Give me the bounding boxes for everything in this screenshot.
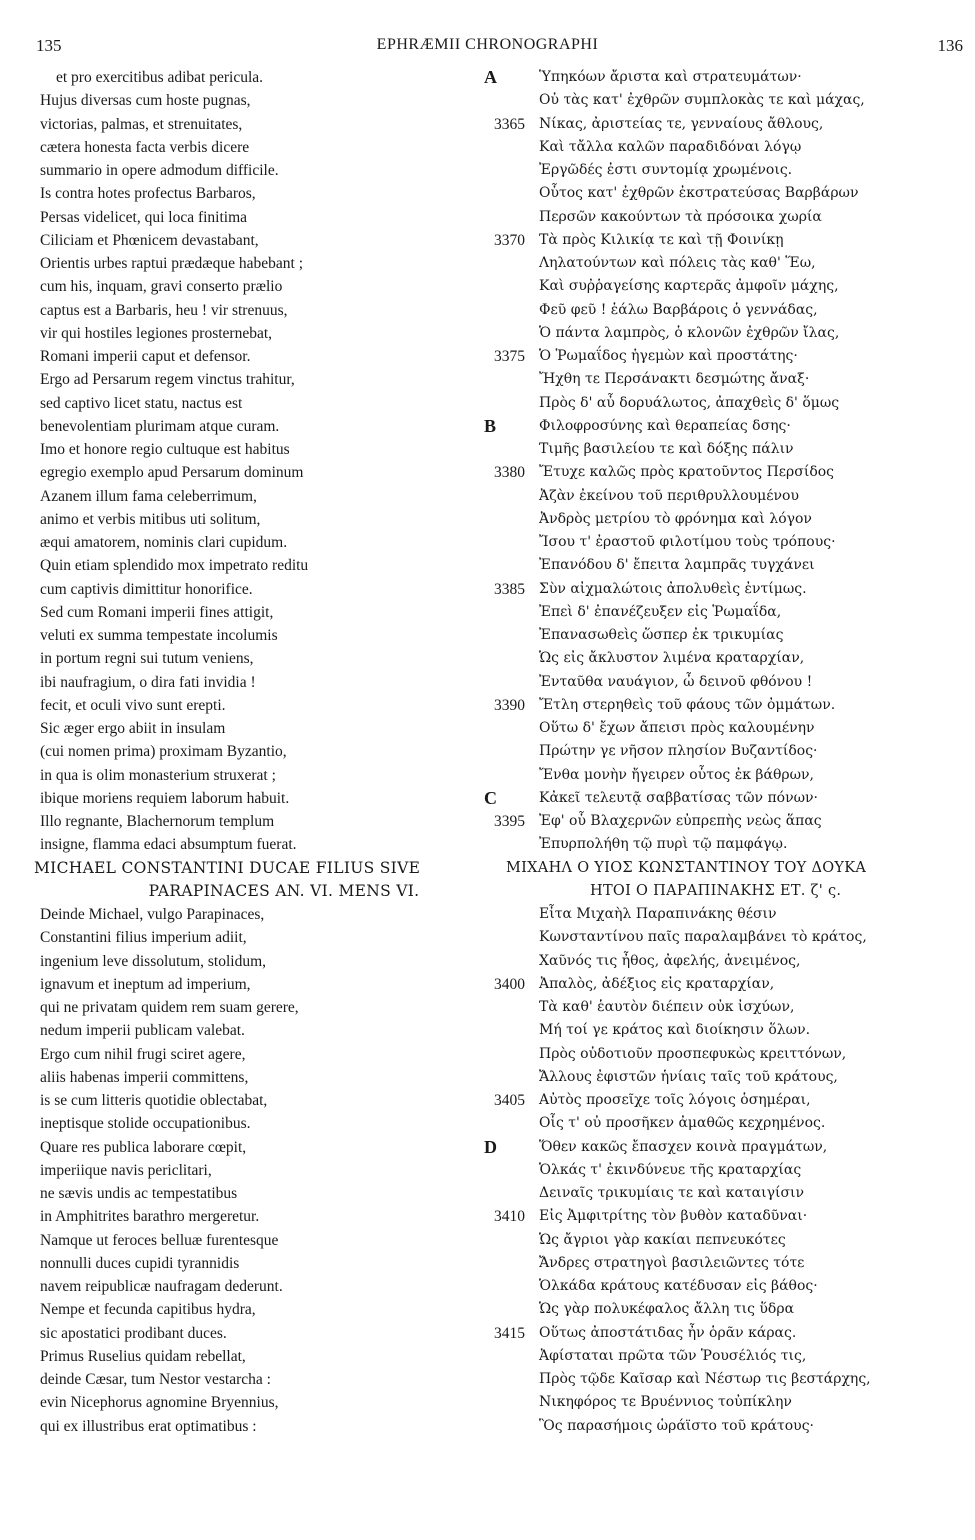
greek-line	[440, 415, 960, 438]
greek-line	[440, 182, 960, 205]
latin-line: ingenium leve dissolutum, stolidum,	[40, 952, 267, 970]
greek-line-text: Ἐπανόδου δ' ἔπειτα λαμπρᾶς τυγχάνει	[539, 557, 815, 574]
latin-line: Sic æger ergo abiit in insulam	[40, 720, 226, 737]
latin-heading-line-2: PARAPINACES AN. VI. MENS VI.	[148, 881, 420, 900]
greek-line	[440, 531, 960, 554]
latin-line: veluti ex summa tempestate incolumis	[40, 627, 278, 644]
latin-line: in qua is olim monasterium struxerat ;	[40, 766, 276, 784]
latin-line: sed captivo licet statu, nactus est	[40, 394, 243, 412]
greek-line-text: Μή τοί γε κράτος καὶ διοίκησιν ὅλων.	[539, 1022, 811, 1039]
greek-line	[440, 1391, 960, 1414]
verse-number: 3395	[494, 813, 525, 830]
latin-line: Is contra hotes profectus Barbaros,	[40, 185, 256, 203]
section-marker: B	[484, 415, 497, 436]
greek-line	[440, 1415, 960, 1438]
latin-line: is se cum litteris quotidie oblectabat,	[40, 1092, 268, 1109]
greek-line	[440, 1298, 960, 1321]
greek-line-text: Πρὸς τῷδε Καῖσαρ καὶ Νέστωρ τις βεστάρχης,	[539, 1371, 871, 1387]
greek-line-text: Ὅθεν κακῶς ἔπασχεν κοινὰ πραγμάτων,	[539, 1138, 828, 1155]
greek-line	[440, 368, 960, 391]
latin-line: fecit, et oculi vivo sunt erepti.	[40, 696, 226, 714]
latin-line: qui ex illustribus erat optimatibus :	[40, 1417, 257, 1435]
greek-line-text: Ἄνδρες στρατηγοὶ βασιλειῶντες τότε	[539, 1254, 805, 1271]
greek-line-text: Νίκας, ἀριστείας τε, γενναίους ἄθλους,	[539, 115, 824, 132]
greek-heading-line-1: ΜΙΧΑΗΛ Ο ΥΙΟΣ ΚΩΝΣΤΑΝΤΙΝΟΥ ΤΟΥ ΔΟΥΚΑ	[506, 859, 867, 876]
greek-line	[440, 206, 960, 229]
latin-line: deinde Cæsar, tum Nestor vestarcha :	[40, 1371, 271, 1388]
greek-line	[440, 1275, 960, 1298]
greek-line-text: Δειναῖς τρικυμίαις τε καὶ καταιγίσιν	[539, 1185, 805, 1201]
greek-line	[440, 299, 960, 322]
greek-line-text: Ληλατούντων καὶ πόλεις τὰς καθ' Ἕω,	[539, 255, 816, 271]
greek-line-text: Ὃς παρασήμοις ὡράϊστο τοῦ κράτους·	[539, 1417, 814, 1434]
latin-line: qui ne privatam quidem rem suam gerere,	[40, 999, 299, 1016]
latin-line: Namque ut feroces belluæ furentesque	[40, 1231, 279, 1249]
greek-line-text: Ὡς ἄγριοι γὰρ κακίαι πεπνευκότες	[539, 1231, 786, 1248]
greek-line	[440, 136, 960, 159]
greek-line-text: Κωνσταντίνου παῖς παραλαμβάνει τὸ κράτος,	[539, 929, 867, 946]
greek-line	[440, 950, 960, 973]
latin-line: egregio exemplo apud Persarum dominum	[40, 464, 304, 482]
greek-line	[440, 624, 960, 647]
latin-line: Romani imperii caput et defensor.	[40, 348, 251, 365]
greek-line	[440, 1229, 960, 1252]
greek-line	[440, 787, 960, 810]
latin-section-heading	[34, 857, 474, 904]
greek-line	[440, 973, 960, 996]
greek-line-text: Ὑπηκόων ἄριστα καὶ στρατευμάτων·	[539, 69, 802, 85]
latin-line: Illo regnante, Blachernorum templum	[40, 813, 275, 830]
latin-line: Persas videlicet, qui loca finitima	[40, 208, 248, 226]
greek-line	[440, 671, 960, 694]
greek-line	[440, 1322, 960, 1345]
verse-number: 3375	[494, 348, 525, 365]
greek-line	[440, 1182, 960, 1205]
greek-line-text: Εἰς Ἀμφιτρίτης τὸν βυθὸν καταδῦναι·	[539, 1208, 808, 1225]
greek-line	[440, 578, 960, 601]
greek-line	[440, 461, 960, 484]
greek-line-text: Ἄλλους ἐφιστῶν ἡνίαις ταῖς τοῦ κράτους,	[539, 1068, 838, 1085]
latin-line: Constantini filius imperium adiit,	[40, 929, 247, 947]
latin-line: cum his, inquam, gravi conserto prælio	[40, 278, 283, 296]
greek-line-text: Ἐφ' οὗ Βλαχερνῶν εὐπρεπὴς νεὼς ἅπας	[539, 813, 822, 829]
latin-line: Quare res publica laborare cœpit,	[40, 1138, 247, 1156]
latin-line: victorias, palmas, et strenuitates,	[40, 115, 243, 133]
latin-line: cum captivis dimittitur honorifice.	[40, 580, 253, 598]
greek-line-text: Οὐ τὰς κατ' ἐχθρῶν συμπλοκὰς τε καὶ μάχας,	[539, 92, 865, 109]
latin-line: æqui amatorem, nominis clari cupidum.	[40, 534, 288, 551]
latin-line: summario in opere admodum difficile.	[40, 162, 279, 179]
greek-line-text: Ἐνταῦθα ναυάγιον, ὦ δεινοῦ φθόνου !	[539, 673, 813, 690]
greek-column	[440, 66, 960, 1438]
latin-line: nonnulli duces cupidi tyrannidis	[40, 1254, 240, 1272]
greek-line-text: Ἔτλη στερηθεὶς τοῦ φάους τῶν ὀμμάτων.	[539, 696, 836, 713]
greek-line	[440, 926, 960, 949]
latin-line: insigne, flamma edaci absumptum fuerat.	[40, 836, 297, 854]
greek-line-text: Ἀνδρὸς μετρίου τὸ φρόνημα καὶ λόγον	[539, 510, 812, 527]
greek-line	[440, 694, 960, 717]
latin-line: Quin etiam splendido mox impetrato reditu	[40, 557, 309, 575]
latin-line: benevolentiam plurimam atque curam.	[40, 417, 280, 435]
greek-line	[440, 554, 960, 577]
greek-line-text: Ἔτυχε καλῶς πρὸς κρατοῦντος Περσίδος	[539, 464, 835, 481]
greek-line-text: Ὁ Ῥωμαΐδος ἡγεμὼν καὶ προστάτης·	[539, 348, 798, 364]
greek-line-text: Ἐργῶδές ἐστι συντομίᾳ χρωμένοις.	[539, 162, 793, 178]
greek-heading-line-2: ΗΤΟΙ Ο ΠΑΡΑΠΙΝΑΚΗΣ ΕΤ. ζ' ς.	[590, 882, 842, 899]
latin-line: Imo et honore regio cultuque est habitus	[40, 441, 290, 458]
greek-line	[440, 485, 960, 508]
latin-line: ne sævis undis ac tempestatibus	[40, 1185, 238, 1202]
greek-line-text: Ὁλκάδα κράτους κατέδυσαν εἰς βάθος·	[539, 1278, 818, 1294]
greek-line	[440, 1252, 960, 1275]
greek-line-text: Ἐπανασωθεὶς ὥσπερ ἐκ τρικυμίας	[539, 627, 784, 643]
greek-line-text: Ἐπεὶ δ' ἐπανέζευξεν εἰς Ῥωμαΐδα,	[539, 603, 782, 620]
greek-line-text: Πρὸς οὐδοτιοῦν προσπεφυκὼς κρειττόνων,	[539, 1045, 847, 1062]
greek-line-text: Ἀπαλὸς, ἀδέξιος εἰς κραταρχίαν,	[539, 975, 775, 992]
greek-line	[440, 438, 960, 461]
greek-line	[440, 89, 960, 112]
greek-line	[440, 601, 960, 624]
latin-line: imperiique navis periclitari,	[40, 1161, 212, 1179]
greek-line	[440, 322, 960, 345]
greek-line-text: Ἔνθα μονὴν ἤγειρεν οὗτος ἐκ βάθρων,	[539, 766, 814, 783]
greek-line-text: Εἶτα Μιχαὴλ Παραπινάκης θέσιν	[539, 906, 777, 922]
greek-line	[440, 740, 960, 763]
greek-line-text: Τὰ καθ' ἑαυτὸν διέπειν οὐκ ἰσχύων,	[539, 999, 795, 1015]
greek-line-text: Ἐπυρπολήθη τῷ πυρὶ τῷ παμφάγῳ.	[539, 836, 788, 853]
latin-line: Azanem illum fama celeberrimum,	[40, 487, 257, 505]
greek-line	[440, 833, 960, 856]
greek-line	[440, 1043, 960, 1066]
latin-line: animo et verbis mitibus uti solitum,	[40, 510, 261, 528]
verse-number: 3365	[494, 115, 525, 133]
verse-number: 3400	[494, 975, 525, 993]
greek-line-text: Καὶ συῤῥαγείσης καρτερᾶς ἀμφοῖν μάχης,	[539, 278, 839, 295]
greek-line	[440, 1159, 960, 1182]
greek-line	[440, 159, 960, 182]
latin-line: Ergo ad Persarum regem vinctus trahitur,	[40, 371, 295, 389]
latin-line: ibi naufragium, o dira fati invidia !	[40, 673, 256, 691]
greek-line	[440, 717, 960, 740]
latin-line: navem reipublicæ naufragam dederunt.	[40, 1278, 283, 1295]
greek-line	[440, 1112, 960, 1135]
latin-line: (cui nomen prima) proximam Byzantio,	[40, 743, 287, 761]
greek-line	[440, 1368, 960, 1391]
greek-line	[440, 508, 960, 531]
latin-line: Hujus diversas cum hoste pugnas,	[40, 92, 251, 110]
greek-line	[440, 764, 960, 787]
latin-line: in portum regni sui tutum veniens,	[40, 650, 254, 668]
greek-line-text: Οὕτως ἀποστάτιδας ἦν ὁρᾶν κάρας.	[539, 1324, 797, 1341]
latin-line: captus est a Barbaris, heu ! vir strenuus,	[40, 301, 288, 319]
latin-line: Deinde Michael, vulgo Parapinaces,	[40, 906, 265, 923]
greek-line	[440, 1066, 960, 1089]
greek-line-text: Σὺν αἰχμαλώτοις ἀπολυθεὶς ἐντίμως.	[539, 580, 807, 597]
greek-line-text: Ἀφίσταται πρῶτα τῶν Ῥουσέλιός τις,	[539, 1347, 807, 1364]
latin-line: ibique moriens requiem laborum habuit.	[40, 789, 290, 807]
latin-heading-line-1: MICHAEL CONSTANTINI DUCAE FILIUS SIVE	[34, 858, 421, 877]
verse-number: 3380	[494, 464, 525, 482]
page-number-left: 135	[36, 36, 62, 55]
greek-section-heading	[440, 857, 960, 904]
latin-line: nedum imperii publicam valebat.	[40, 1022, 245, 1040]
greek-line-text: Αὐτὸς προσεῖχε τοῖς λόγοις ὁσημέραι,	[539, 1092, 811, 1108]
greek-line-text: Χαῦνός τις ἦθος, ἀφελής, ἀνειμένος,	[539, 952, 801, 969]
greek-line-text: Ἤχθη τε Περσάνακτι δεσμώτης ἄναξ·	[539, 371, 810, 388]
greek-line	[440, 810, 960, 833]
greek-line-text: Καὶ τἄλλα καλῶν παραδιδόναι λόγῳ	[539, 138, 802, 155]
greek-line-text: Τιμῆς βασιλείου τε καὶ δόξης πάλιν	[539, 441, 794, 457]
greek-line	[440, 647, 960, 670]
latin-line: Orientis urbes raptui prædæque habebant ;	[40, 255, 304, 272]
latin-line: Ciliciam et Phœnicem devastabant,	[40, 231, 259, 249]
verse-number: 3390	[494, 696, 525, 714]
greek-line-text: Οἷς τ' οὐ προσῆκεν ἀμαθῶς κεχρημένος.	[539, 1115, 826, 1132]
greek-line	[440, 996, 960, 1019]
latin-line: in Amphitrites barathro mergeretur.	[40, 1208, 260, 1226]
greek-line-text: Οὗτος κατ' ἐχθρῶν ἐκστρατεύσας Βαρβάρων	[539, 185, 859, 202]
section-marker: A	[484, 67, 497, 87]
greek-line-text: Ὡς γὰρ πολυκέφαλος ἄλλη τις ὕδρα	[539, 1301, 795, 1318]
latin-line: sic apostatici prodibant duces.	[40, 1324, 227, 1342]
latin-line: Ergo cum nihil frugi sciret agere,	[40, 1045, 246, 1063]
greek-line-text: Πρώτην γε νῆσον πλησίον Βυζαντίδος·	[539, 743, 818, 760]
latin-line: et pro exercitibus adibat pericula.	[56, 69, 264, 86]
section-marker: D	[484, 1136, 497, 1157]
verse-number: 3405	[494, 1092, 525, 1109]
greek-line	[440, 345, 960, 368]
greek-line	[440, 1345, 960, 1368]
greek-line-text: Περσῶν κακούντων τὰ πρόσοικα χωρία	[539, 208, 822, 225]
running-title: EPHRÆMII CHRONOGRAPHI	[376, 36, 599, 53]
greek-line	[440, 275, 960, 298]
greek-line	[440, 1136, 960, 1159]
latin-line: evin Nicephorus agnomine Bryennius,	[40, 1394, 279, 1412]
greek-line	[440, 113, 960, 136]
greek-line	[440, 392, 960, 415]
greek-line	[440, 1019, 960, 1042]
latin-line: aliis habenas imperii committens,	[40, 1068, 249, 1086]
greek-line-text: Κἀκεῖ τελευτᾷ σαββατίσας τῶν πόνων·	[539, 789, 818, 806]
greek-line-text: Ὁλκάς τ' ἐκινδύνευε τῆς κραταρχίας	[539, 1161, 802, 1178]
greek-line-text: Ἴσου τ' ἐραστοῦ φιλοτίμου τοὺς τρόπους·	[539, 534, 836, 550]
greek-line-text: Πρὸς δ' αὖ δορυάλωτος, ἀπαχθεὶς δ' ὅμως	[539, 394, 840, 411]
latin-column	[34, 66, 474, 1438]
verse-number: 3410	[494, 1208, 525, 1226]
greek-line-text: Φεῦ φεῦ ! ἑάλω Βαρβάροις ὁ γεννάδας,	[539, 301, 818, 318]
greek-line-text: Φιλοφροσύνης καὶ θεραπείας δσης·	[539, 417, 791, 434]
greek-line-text: Νικηφόρος τε Βρυέννιος τοὐπίκλην	[539, 1394, 792, 1411]
latin-line: Nempe et fecunda capitibus hydra,	[40, 1301, 256, 1319]
greek-line	[440, 1205, 960, 1228]
latin-line: ignavum et ineptum ad imperium,	[40, 975, 251, 993]
greek-line	[440, 229, 960, 252]
greek-line	[440, 1089, 960, 1112]
verse-number: 3370	[494, 231, 525, 249]
greek-line-text: Τὰ πρὸς Κιλικίᾳ τε καὶ τῇ Φοινίκῃ	[539, 231, 784, 248]
greek-line	[440, 252, 960, 275]
latin-line: Sed cum Romani imperii fines attigit,	[40, 603, 274, 621]
section-marker: C	[484, 787, 497, 808]
greek-line-text: Ὁ πάντα λαμπρὸς, ὁ κλονῶν ἐχθρῶν ἴλας,	[539, 324, 840, 341]
latin-line: ineptisque stolide occupationibus.	[40, 1115, 251, 1133]
latin-line: cætera honesta facta verbis dicere	[40, 138, 250, 156]
page-number-right: 136	[937, 36, 963, 55]
greek-line	[440, 66, 960, 89]
greek-line	[440, 903, 960, 926]
greek-line-text: Ὡς εἰς ἄκλυστον λιμένα κραταρχίαν,	[539, 650, 805, 667]
latin-line: Primus Ruselius quidam rebellat,	[40, 1347, 246, 1365]
greek-line-text: Ἀζὰν ἐκείνου τοῦ περιθρυλλουμένου	[539, 487, 799, 504]
page-header	[0, 36, 975, 58]
latin-line: vir qui hostiles legiones prosternebat,	[40, 324, 273, 342]
greek-line-text: Οὕτω δ' ἔχων ἄπεισι πρὸς καλουμένην	[539, 720, 815, 736]
verse-number: 3415	[494, 1324, 525, 1342]
verse-number: 3385	[494, 580, 525, 598]
